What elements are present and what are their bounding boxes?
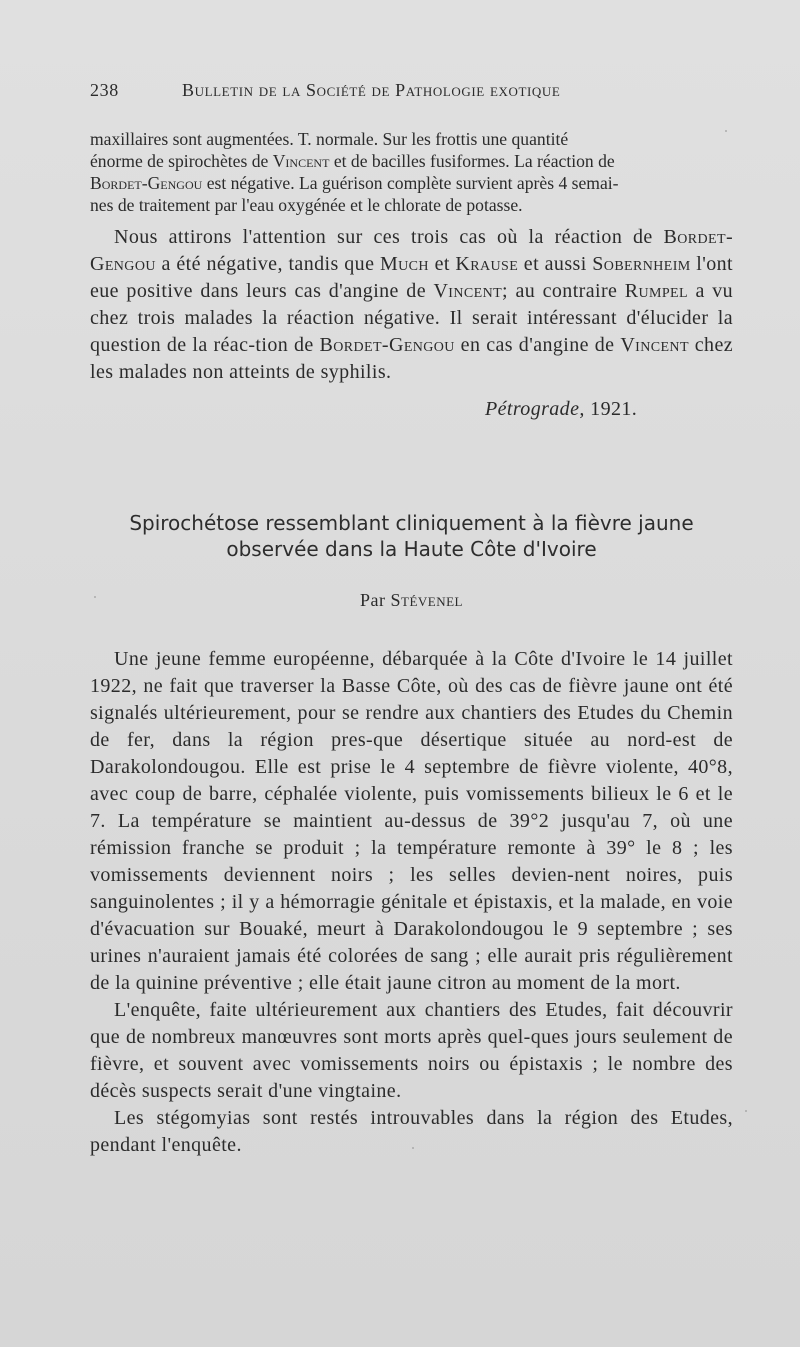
author-name: Bordet-Gengou (90, 226, 734, 275)
author-name: Bordet-Gengou (319, 334, 455, 356)
page-number: 238 (90, 80, 119, 100)
place-date-signature (485, 398, 637, 421)
scan-speck (94, 596, 96, 598)
article-title-line-1: Spirochétose ressemblant cliniquement à la fièvre jaune (129, 511, 694, 535)
signature-place: Pétrograde, (485, 398, 585, 420)
author-name: Vincent (433, 280, 503, 302)
previous-article-continuation (90, 128, 733, 216)
author-name: Vincent (272, 151, 330, 171)
author-name: Much (379, 253, 429, 275)
continuation-line: énorme de spirochètes de Vincent et de bacilles fusiformes. La réaction de (90, 151, 615, 171)
article-title-line-2: observée dans la Haute Côte d'Ivoire (226, 537, 597, 561)
body-paragraph: Les stégomyias sont restés introuvables dans la région des Etudes, pendant l'enquête. (90, 1107, 733, 1156)
author-name: Bordet-Gengou (90, 173, 203, 193)
body-paragraph: Une jeune femme européenne, débarquée à la Côte d'Ivoire le 14 juillet 1922, ne fait que traverser la Basse Côte, où des cas de fièvre jaune ont été signalés ultérieurement, pour se rendre aux chantiers des Etudes du Chemin de fer, dans la région pres-que désertique située au nord-est de Darakolondougou. Elle est prise le 4 septembre de fièvre violente, 40°8, avec coup de barre, céphalée violente, puis vomissements bilieux le 6 et le 7. La température se maintient au-dessus de 39°2 jusqu'au 7, où une rémission franche se produit ; la température remonte à 39° le 8 ; les vomissements deviennent noirs ; les selles devien-nent noires, puis sanguinolentes ; il y a hémorragie génitale et épistaxis, et la malade, en voie d'évacuation sur Bouaké, meurt à Darakolondougou le 9 septembre ; ses urines n'auraient jamais été colorées de sang ; elle aurait pris régulièrement de la quinine préventive ; elle était jaune citron au moment de la mort. (90, 648, 733, 994)
body-paragraph: L'enquête, faite ultérieurement aux chantiers des Etudes, fait découvrir que de nombreux manœuvres sont morts après quel-ques jours seulement de fièvre, et souvent avec vomissements noirs ou épistaxis ; le nombre des décès suspects serait d'une vingtaine. (90, 999, 733, 1102)
author-name: Rumpel (624, 280, 688, 302)
continuation-line: nes de traitement par l'eau oxygénée et le chlorate de potasse. (90, 195, 523, 215)
author-name: Vincent (620, 334, 689, 356)
continuation-line: Bordet-Gengou est négative. La guérison complète survient après 4 semai- (90, 173, 619, 193)
author-name: Krause (455, 253, 519, 275)
signature-year: 1921. (590, 398, 638, 420)
scan-speck (725, 130, 727, 132)
scan-speck (745, 1110, 747, 1112)
article-title (90, 510, 733, 562)
author-name: Sobernheim (592, 253, 691, 275)
scan-speck (412, 1147, 414, 1149)
article-body (90, 646, 733, 1159)
continuation-line: maxillaires sont augmentées. T. normale. Sur les frottis une quantité (90, 129, 569, 149)
byline: Par Stévenel (360, 590, 463, 610)
author-name: Stévenel (390, 590, 463, 610)
running-title: Bulletin de la Société de Pathologie exotique (182, 80, 561, 100)
page-header (90, 80, 720, 110)
attention-paragraph: Nous attirons l'attention sur ces trois cas où la réaction de Bordet-Gengou a été négative, tandis que Much et Krause et aussi Sobernheim l'ont eue positive dans leurs cas d'angine de Vincent; au contraire Rumpel a vu chez trois malades la réaction négative. Il serait intéressant d'élucider la question de la réac-tion de Bordet-Gengou en cas d'angine de Vincent chez les malades non atteints de syphilis. (90, 226, 734, 383)
